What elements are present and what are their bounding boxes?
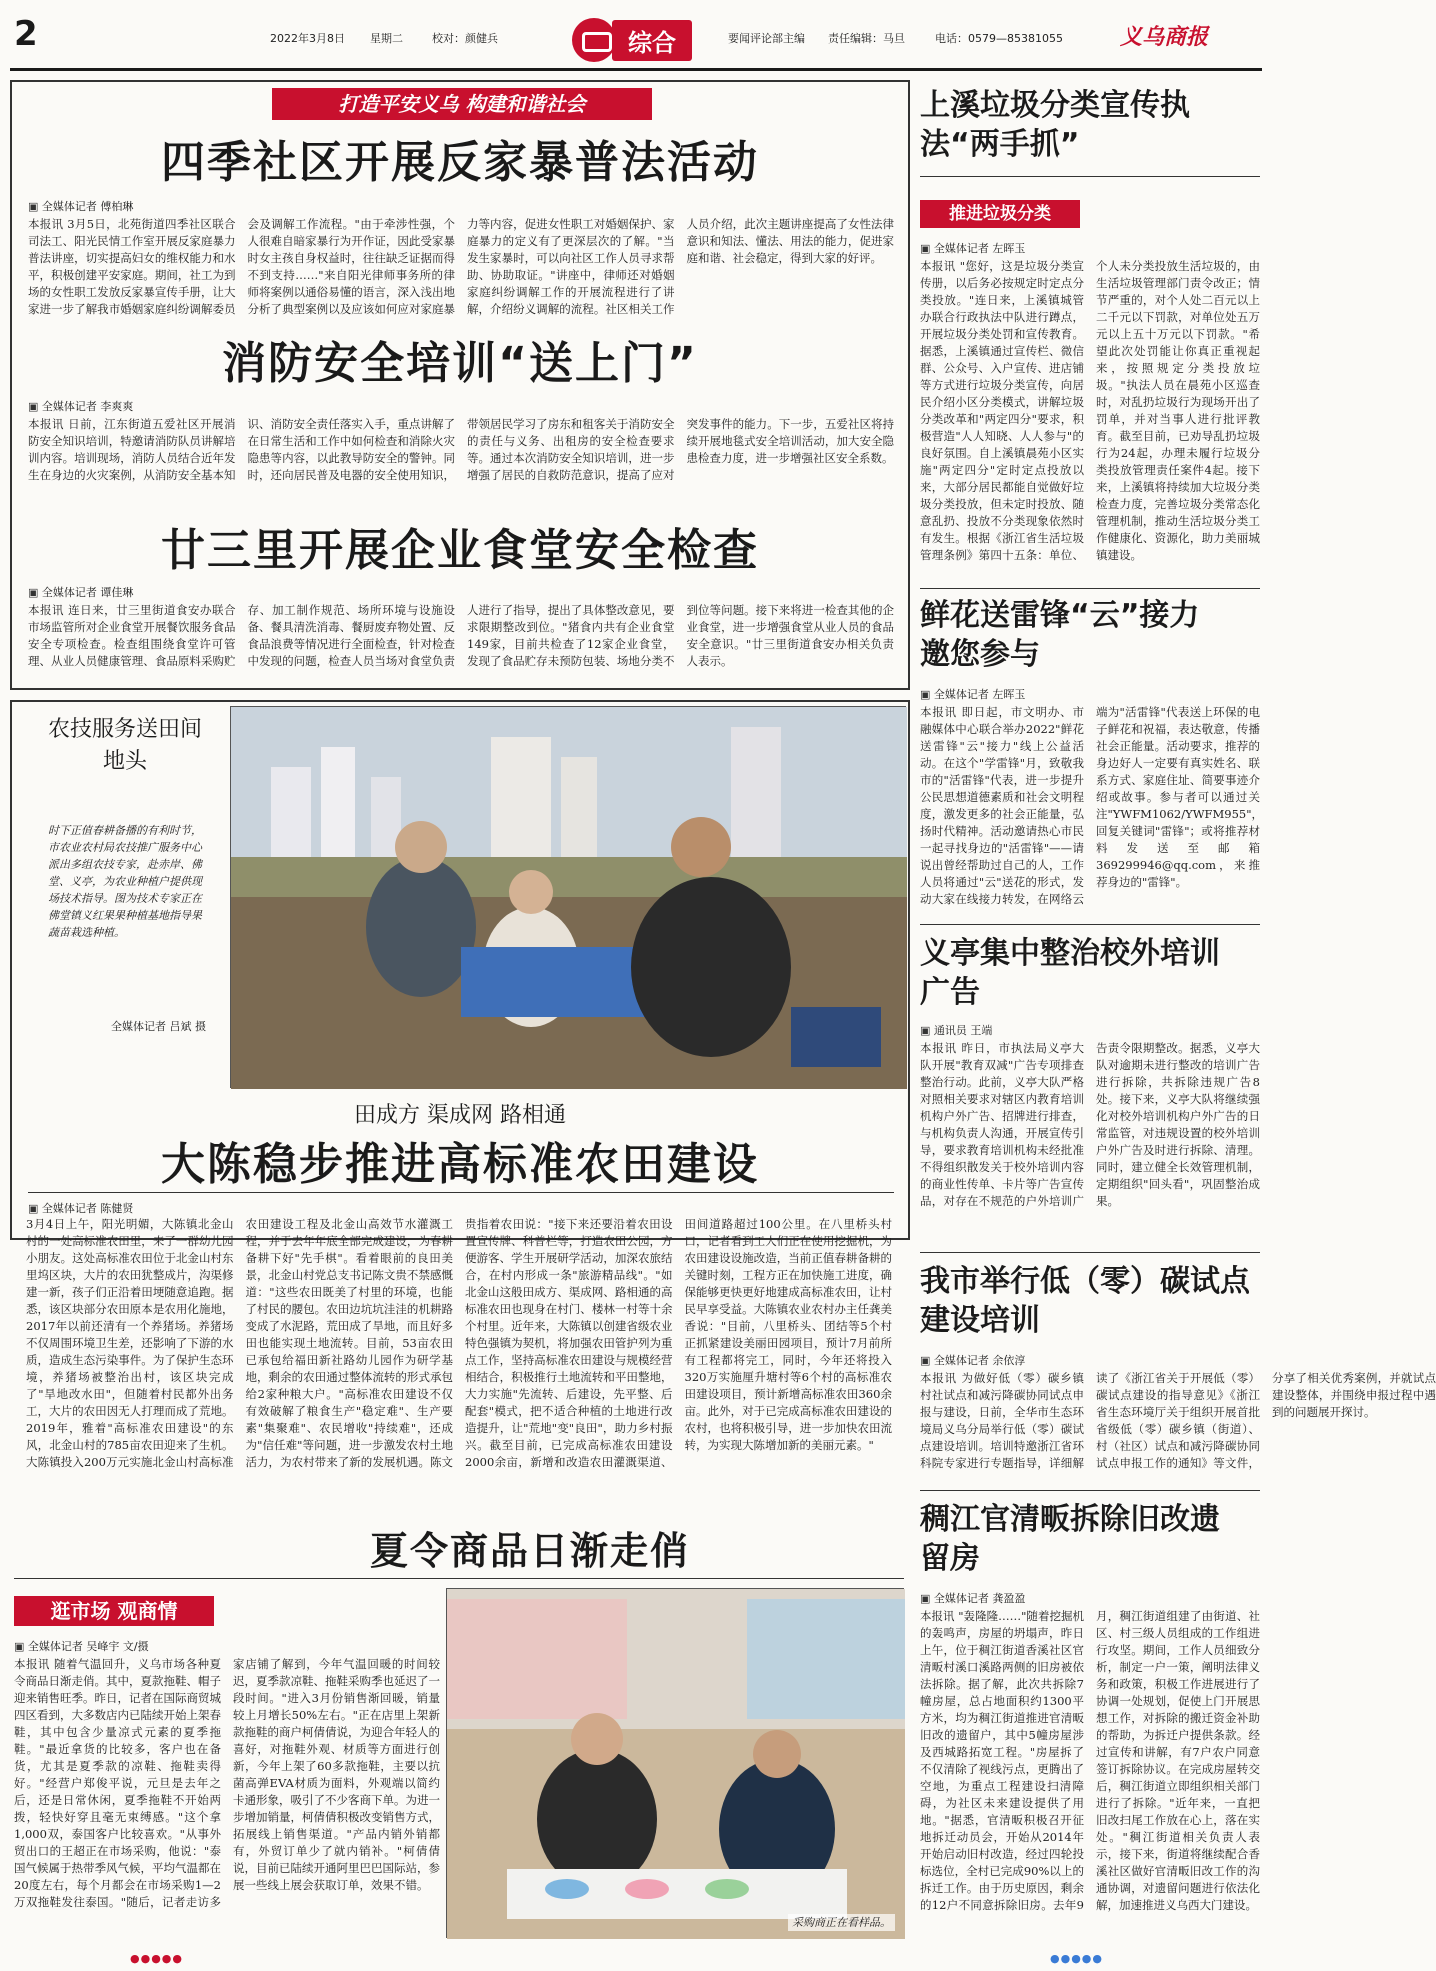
- side-3-title: 义亭集中整治校外培训广告: [920, 936, 1220, 1010]
- section-label: 综合: [612, 20, 692, 61]
- article-2-body: 本报讯 日前，江东街道五爱社区开展消防安全知识培训，特邀请消防队员讲解培训内容。培训现场，消防人员结合近年发生在身边的火灾案例，从消防安全基本知识、消防安全责任落实入手，重点讲解了在日常生活和工作中如何检查和消除火灾隐患等内容，以此教导防安全的警钟。同时，还向居民普及电器的安全使用知识，带领居民学习了房东和租客关于消防安全的责任与义务、出租房的安全检查要求等。通过本次消防安全知识培训，进一步增强了居民的自救防范意识，提高了应对突发事件的能力。下一步，五爱社区将持续开展地毯式安全培训活动，加大安全隐患检查力度，进一步增强社区安全系数。: [28, 417, 894, 482]
- side-2-byline: ▣ 全媒体记者 左晖玉: [920, 686, 1025, 702]
- market-photo-caption: 采购商正在看样品。: [788, 1914, 895, 1931]
- farmland-section-box: [10, 700, 910, 1240]
- article-3-title: 廿三里开展企业食堂安全检查: [161, 525, 759, 576]
- photo-1-title: 农技服务送田间地头: [47, 717, 202, 774]
- phone: 电话：0579—85381055: [935, 32, 1063, 45]
- masthead: 义乌商报: [1120, 24, 1209, 50]
- side-3-byline: ▣ 通讯员 王端: [920, 1022, 992, 1038]
- proofreader: 校对：颜健兵: [432, 32, 498, 45]
- side-sep-3: [920, 1252, 1260, 1253]
- side-5-byline: ▣ 全媒体记者 龚盈盈: [920, 1590, 1025, 1606]
- side-1-title: 上溪垃圾分类宣传执法“两手抓”: [920, 88, 1190, 162]
- side-4-title: 我市举行低（零）碳试点建设培训: [920, 1264, 1250, 1338]
- article-1-body: 本报讯 3月5日，北苑街道四季社区联合司法工、阳光民情工作室开展反家庭暴力普法讲座，切实提高妇女的维权能力和水平，积极创建平安家庭。期间，社工为到场的女性职工发放反家暴宣传手册，让大家进一步了解我市婚姻家庭纠纷调解委员会及调解工作流程。"由于牵涉性强，个人很难自暗家暴行为开作证，因此受家暴时女主孩自身权益时，往往缺乏证据而得不到支持……"来自阳光律师事务所的律师将案例以通俗易懂的语言，深入浅出地分析了典型案例以及应该如何应对家庭暴力等内容，促进女性职工对婚姻保护、家庭暴力的定义有了更深层次的了解。"当发生家暴时，可以向社区工作人员寻求帮助、协助取证。"讲座中，律师还对婚姻家庭纠纷调解工作的开展流程进行了讲解，介绍纷义调解的流程。社区相关工作人员介绍，此次主题讲座提高了女性法律意识和知法、懂法、用法的能力，促进家庭和谐、社会稳定，得到大家的好评。: [28, 217, 894, 316]
- article-4-byline: ▣ 全媒体记者 陈健贤: [28, 1200, 133, 1216]
- article-3-body: 本报讯 连日来，廿三里街道食安办联合市场监管所对企业食堂开展餐饮服务食品安全专项检查。检查组围绕食堂许可管理、从业人员健康管理、食品原料采购贮存、加工制作规范、场所环境与设施设备、餐具清洗消毒、餐厨废弃物处置、反食品浪费等情况进行全面检查，针对检查中发现的问题，检查人员当场对食堂负责人进行了指导，提出了具体整改意见，要求限期整改到位。"猪食内共有企业食堂149家，目前共检查了12家企业食堂，发现了食品贮存未预防包装、场地分类不到位等问题。接下来将进一检查其他的企业食堂，进一步增强食堂从业人员的食品安全意识。"廿三里街道食安办相关负责人表示。: [28, 603, 894, 668]
- side-2-title: 鲜花送雷锋“云”接力邀您参与: [920, 598, 1200, 672]
- page-number: 2: [14, 14, 38, 54]
- side-sep-1: [920, 588, 1260, 589]
- photo-1-caption: 时下正值春耕备播的有利时节，市农业农村局农技推广服务中心派出多组农技专家，赴赤岸、佛堂、义亭，为农业种植户提供现场技术指导。图为技术专家正在佛堂镇义红果果种植基地指导果蔬苗栽选种植。: [48, 824, 202, 939]
- side-1-body: 本报讯 "您好，这是垃圾分类宣传册，以后务必按规定时定点分类投放。"连日来，上溪镇城管办联合行政执法中队进行蹲点，开展垃圾分类处罚和宣传教育。据悉，上溪镇通过宣传栏、微信群、公众号、入户宣传、进店铺等方式进行垃圾分类宣传，向居民介绍小区分类模式，讲解垃圾分类改革和"两定四分"要求，积极营造"人人知晓、人人参与"的良好氛围。自上溪镇晨苑小区实施"两定四分"定时定点投放以来，大部分居民都能自觉做好垃圾分类投放，但未定时投放、随意乱扔、投放不分类现象依然时有发生。根据《浙江省生活垃圾管理条例》第四十五条：单位、个人未分类投放生活垃圾的，由生活垃圾管理部门责令改正；情节严重的，对个人处二百元以上二千元以下罚款，对单位处五万元以上五十万元以下罚款。"希望此次处罚能让你真正重视起来，按照规定分类投放垃圾。"执法人员在晨苑小区巡查时，对乱扔垃圾行为现场开出了罚单，并对当事人进行批评教育。截至目前，已劝导乱扔垃圾行为24起，办理未履行垃圾分类投放管理责任案件4起。接下来，上溪镇将持续加大垃圾分类检查力度，完善垃圾分类常态化管理机制，推动生活垃圾分类工作健康化、资源化，助力美丽城镇建设。: [920, 259, 1260, 562]
- side-4-byline: ▣ 全媒体记者 余依淳: [920, 1352, 1025, 1368]
- article-4-title: 大陈稳步推进高标准农田建设: [161, 1139, 759, 1190]
- safety-section-box: [10, 80, 910, 690]
- photo-1-credit: 全媒体记者 吕斌 摄: [111, 1020, 206, 1033]
- side-3-body: 本报讯 昨日，市执法局义亭大队开展"教育双减"广告专项排查整治行动。此前，义亭大队严格对照相关要求对辖区内教育培训机构户外广告、招牌进行排查，与机构负责人沟通，开展宣传引导，要求教育培训机构未经批准不得组织散发关于校外培训内容的商业性传单、卡片等广告宣传品，对存在不规范的户外培训广告责令限期整改。据悉，义亭大队对逾期未进行整改的培训广告进行拆除，共拆除违规广告8处。接下来，义亭大队将继续强化对校外培训机构户外广告的日常监管，对违规设置的校外培训户外广告及时进行拆除、清理。同时，建立健全长效管理机制，定期组织"回头看"，巩固整治成果。: [920, 1041, 1260, 1208]
- article-2-title: 消防安全培训“送上门”: [222, 338, 698, 389]
- article-3-byline: ▣ 全媒体记者 谭佳琳: [28, 584, 133, 600]
- article-2-byline: ▣ 全媒体记者 李爽爽: [28, 398, 133, 414]
- side-1-tag: 推进垃圾分类: [920, 200, 1080, 228]
- side-1-rule: [920, 176, 1260, 177]
- article-4-body: 3月4日上午，阳光明媚，大陈镇北金山村的一处高标准农田里，来了一群幼儿园小朋友。这处高标准农田位于北金山村东里坞区块，大片的农田犹整成片，沟渠修建一新，孩子们正沿着田埂随意追跑。据悉，该区块部分农田原本是农用化施地，2017年以前还清有一个养猪场。养猪场不仅周围环境卫生差，还影响了下游的水质，造成生态污染事件。为了保护生态环境，养猪场被整治出村，该区块完成了"旱地改水田"，但随着村民都外出务工，大片的农田因无人打理而成了荒地。2019年，雅着"高标准农田建设"的东风，北金山村的785亩农田迎来了生机。大陈镇投入200万元实施北金山村高标准农田建设工程及北金山高效节水灌溉工程，并于去年年底全部完成建设，为春耕备耕下好"先手棋"。看着眼前的良田美景，北金山村党总支书记陈文贵不禁感慨道："这些农田既美了村里的环境，也能了村民的腰包。农田边坑坑洼洼的机耕路变成了水泥路，荒田成了旱地，而且好多田也能实现土地流转。目前，53亩农田已承包给福田新社路幼儿园作为研学基地，剩余的农田通过整体流转的形式承包给2家种粮大户。"高标准农田建设不仅有效破解了粮食生产"稳定难"、生产要素"集聚难"、农民增收"持续难"，还成为"信任难"等问题，进一步激发农村土地活力，为农村带来了新的发展机遇。陈文贵指着农田说："接下来还要沿着农田设置宣传牌、科普栏等，打造农田公园，方便游客、学生开展研学活动，加深农旅结合，在村内形成一条"旅游精品线"。"如北金山这般田成方、渠成网、路相通的高标准农田也现身在村门、楼林一村等十余个村里。近年来，大陈镇以创建省级农业特色强镇为契机，将加强农田管护列为重点工作，坚持高标准农田建设与规模经营相结合，积极推行土地流转和平田整地，大力实施"先流转、后建设，先平整、后配套"模式，把不适合种植的土地进行改造提升，让"荒地"变"良田"，助力乡村振兴。截至目前，已完成高标准农田建设2000余亩，新增和改造农田灌溉渠道、田间道路超过100公里。在八里桥头村口，记者看到工人们正在使用挖掘机，为农田建设设施改造，当前正值春耕备耕的关键时刻，工程方正在加快施工进度，确保能够更快更好地建成高标准农田，让村民早享受益。大陈镇农业农村办主任龚美香说："目前，八里桥头、团结等5个村正抓紧建设美丽田园项目，预计7月前所有工程都将完工，同时，今年还将投入320万实施厘升塘村等6个村的高标准农田建设项目，预计新增高标准农田360余亩。此外，对于已完成高标准农田建设的农村，也将积极引导，进一步加快农田流转，为实现大陈增加新的美丽元素。": [26, 1217, 892, 1469]
- footer-dots-right: ●●●●●: [1050, 1952, 1103, 1965]
- side-5-title: 稠江官清畈拆除旧改遗留房: [920, 1502, 1220, 1576]
- section-banner: 打造平安义乌 构建和谐社会: [272, 88, 652, 120]
- farm-photo-illustration: [231, 707, 907, 1089]
- market-photo: [446, 1588, 904, 1938]
- page-header: [0, 0, 1272, 70]
- article-5-tag: 逛市场 观商情: [14, 1596, 214, 1626]
- duty-editor: 责任编辑：马旦: [828, 32, 905, 45]
- article-5-byline: ▣ 全媒体记者 吴峰宇 文/摄: [14, 1638, 149, 1654]
- header-rule: [10, 68, 1262, 71]
- editor-dept: 要闻评论部主编: [728, 32, 805, 45]
- article-5-body: 本报讯 随着气温回升，义乌市场各种夏令商品日渐走俏。其中，夏款拖鞋、帽子迎来销售旺季。昨日，记者在国际商贸城四区看到，大多数店内已陆续开始上架春鞋，其中包含少量凉式元素的夏季拖鞋。"最近拿货的比较多，客户也在备货，尤其是夏季款的凉鞋、拖鞋卖得好。"经营户郑俊平说，元旦是去年之后，还是日常休闲，夏季拖鞋不开始两拨，轻快好穿且毫无束缚感。"这个拿1,000双，泰国客户比较喜欢。"从事外贸出口的王超正在市场采购，他说："泰国气候属于热带季风气候，平均气温都在20度左右，每个月都会在市场采购1—2万双拖鞋发往泰国。"随后，记者走访多家店铺了解到，今年气温回暖的时间较迟，夏季款凉鞋、拖鞋采购季也延迟了一段时间。"进入3月份销售渐回暖，销量较上月增长50%左右。"正在店里上架新款拖鞋的商户柯倩倩说，为迎合年轻人的喜好，对拖鞋外观、材质等方面进行创新，今年上架了60多款拖鞋，主要以抗菌高弹EVA材质为面料，外观端以简约卡通形象，吸引了不少客商下单。为进一步增加销量，柯倩倩积极改变销售方式，拓展线上销售渠道。"产品内销外销都有，外贸订单少了就内销补。"柯倩倩说，目前已陆续开通阿里巴巴国际站，参展一些线上展会获取订单，效果不错。: [14, 1657, 440, 1909]
- side-sep-4: [920, 1490, 1260, 1491]
- side-sep-2: [920, 924, 1260, 925]
- side-4-body: 本报讯 为做好低（零）碳乡镇村社试点和减污降碳协同试点申报与建设，日前，全华市生态环境局义乌分局举行低（零）碳试点建设培训。培训特邀浙江省环科院专家进行专题指导，详细解读了《浙江省关于开展低（零）碳试点建设的指导意见》《浙江省生态环境厅关于组织开展首批省级低（零）碳乡镇（街道）、村（社区）试点和减污降碳协同试点申报工作的通知》等文件，分享了相关优秀案例，并就试点建设整体，并围绕申报过程中遇到的问题展开探讨。: [920, 1371, 1436, 1470]
- article-4-rule: [28, 1192, 894, 1193]
- market-photo-illustration: [447, 1589, 905, 1939]
- footer-dots-left: ●●●●●: [130, 1952, 183, 1965]
- article-5-rule: [14, 1578, 904, 1579]
- article-1-title: 四季社区开展反家暴普法活动: [161, 137, 759, 188]
- article-5-title: 夏令商品日渐走俏: [369, 1529, 690, 1573]
- farm-photo: [230, 706, 906, 1088]
- side-5-body: 本报讯 "轰隆隆……"随着挖掘机的轰鸣声，房屋的坍塌声，昨日上午，位于稠江街道香溪社区官清畈村溪口溪路两侧的旧房被依法拆除。据了解，此次共拆除7幢房屋，总占地面积约1300平方米，均为稠江街道推进官清畈旧改的遗留户，其中5幢房屋涉及西城路拓宽工程。"房屋拆了不仅清除了视线污点，更腾出了空地，为重点工程建设扫清障碍，为社区未来建设提供了用地。"据悉，官清畈积极召开征地拆迁动员会，开始从2014年开始启动旧村改造，经过四轮投标选位，全村已完成90%以上的拆迁工作。由于历史原因，剩余的12户不同意拆除旧房。去年9月，稠江街道组建了由街道、社区、村三级人员组成的工作组进行攻坚。期间，工作人员细致分析，制定一户一策，阐明法律义务和政策，积极工作进展进行了协调一处规划，促使上门开展思想工作，对拆除的搬迁资金补助的帮助，为拆迁户提供条款。经过宣传和讲解，有7户农户同意签订拆除协议。在完成房屋转交后，稠江街道立即组织相关部门进行了拆除。"近年来，一直把旧改扫尾工作放在心上，落在实处。"稠江街道相关负责人表示，接下来，街道将继续配合香溪社区做好官清畈旧改工作的沟通协调，对遗留问题进行依法化解，加速推进义乌西大门建设。: [920, 1609, 1260, 1912]
- article-4-kicker: 田成方 渠成网 路相通: [354, 1103, 566, 1128]
- side-1-byline: ▣ 全媒体记者 左晖玉: [920, 240, 1025, 256]
- article-1-byline: ▣ 全媒体记者 傅柏琳: [28, 198, 133, 214]
- issue-date: 2022年3月8日: [270, 32, 345, 45]
- side-2-body: 本报讯 即日起，市文明办、市融媒体中心联合举办2022"鲜花送雷锋"云"接力"线上公益活动。在这个"学雷锋"月，致敬我市的"活雷锋"代表，进一步提升公民思想道德素质和社会文明程度，激发更多的社会正能量，弘扬时代精神。活动邀请热心市民一起寻找身边的"活雷锋"——请说出曾经帮助过自己的人，工作人员将通过"云"送花的形式，发动大家在线接力转发，在网络云端为"活雷锋"代表送上环保的电子鲜花和祝福，表达敬意，传播社会正能量。活动要求，推荐的身边好人一定要有真实姓名、联系方式、家庭住址、简要事迹介绍或故事。参与者可以通过关注"YWFM1062/YWFM955"，回复关键词"雷锋"；或将推荐材料发送至邮箱369299946@qq.com，来推荐身边的"雷锋"。: [920, 705, 1264, 906]
- issue-weekday: 星期二: [370, 32, 403, 45]
- section-logo-icon: [572, 18, 616, 62]
